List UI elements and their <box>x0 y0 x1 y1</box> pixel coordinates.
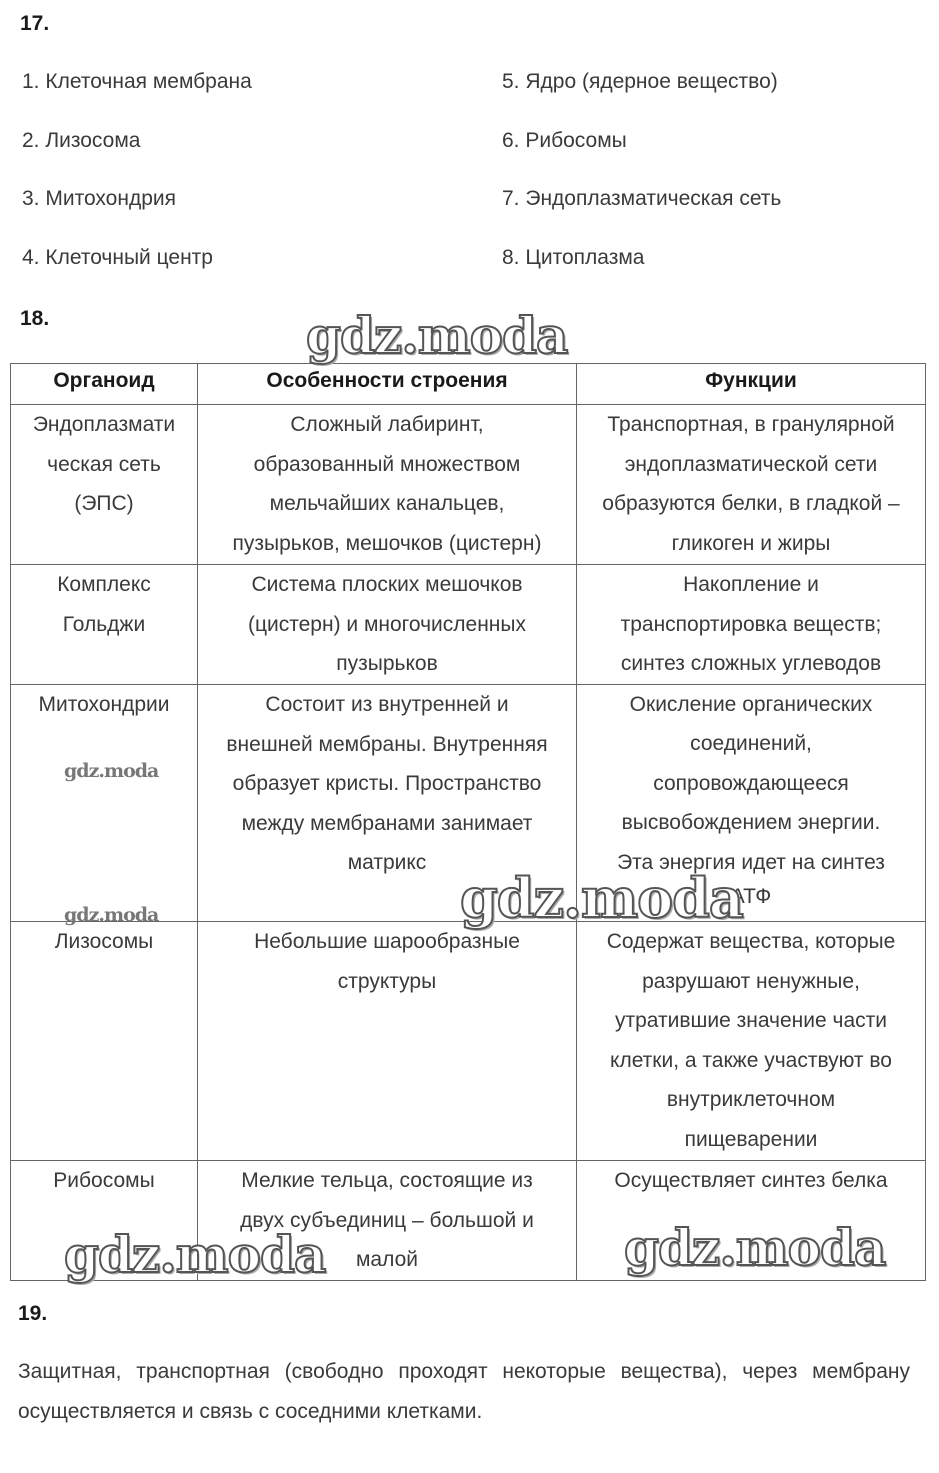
task-18-number: 18. <box>20 307 50 330</box>
table-row <box>11 922 926 1161</box>
table-row <box>11 405 926 565</box>
cell-function: Окисление органических соединений, сопровождающееся высвобождением энергии. Эта энергия идет на синтез АТФ <box>577 685 926 922</box>
watermark: gdz.moda <box>306 306 568 365</box>
cell-structure: Сложный лабиринт, образованный множеством мельчайших канальцев, пузырьков, мешочков (цистерн) <box>198 405 577 565</box>
cell-structure: Система плоских мешочков (цистерн) и многочисленных пузырьков <box>198 565 577 685</box>
cell-structure: Состоит из внутренней и внешней мембраны. Внутренняя образует кристы. Пространство между мембранами занимает матрикс <box>198 685 577 922</box>
cell-organoid: Эндоплазмати ческая сеть (ЭПС) <box>11 405 198 565</box>
list-item: 5. Ядро (ядерное вещество) <box>502 70 778 93</box>
task-17-number: 17. <box>20 12 50 35</box>
cell-organoid: Рибосомы <box>11 1161 198 1281</box>
cell-organoid: Митохондрии <box>11 685 198 922</box>
list-item: 3. Митохондрия <box>22 187 176 210</box>
organoid-table <box>10 363 926 1281</box>
watermark: gdz.moda <box>64 1225 326 1284</box>
list-item: 4. Клеточный центр <box>22 246 213 269</box>
list-item: 8. Цитоплазма <box>502 246 645 269</box>
task-19-answer: Защитная, транспортная (свободно проходят некоторые вещества), через мембрану осуществляется и связь с соседними клетками. <box>18 1360 910 1423</box>
cell-function: Осуществляет синтез белка <box>577 1161 926 1281</box>
list-item: 7. Эндоплазматическая сеть <box>502 187 782 210</box>
watermark: gdz.moda <box>460 866 743 930</box>
header-structure: Особенности строения <box>198 364 577 405</box>
cell-function: Содержат вещества, которые разрушают ненужные, утратившие значение части клетки, а также участвуют во внутриклеточном пищеварении <box>577 922 926 1161</box>
header-function: Функции <box>577 364 926 405</box>
cell-organoid: Лизосомы <box>11 922 198 1161</box>
table-header-row <box>11 364 926 405</box>
header-organoid: Органоид <box>11 364 198 405</box>
watermark: gdz.moda <box>64 760 159 782</box>
cell-structure: Небольшие шарообразные структуры <box>198 922 577 1161</box>
list-item: 6. Рибосомы <box>502 129 627 152</box>
cell-organoid: Комплекс Гольджи <box>11 565 198 685</box>
table-row <box>11 565 926 685</box>
list-item: 1. Клеточная мембрана <box>22 70 252 93</box>
cell-function: Транспортная, в гранулярной эндоплазматической сети образуются белки, в гладкой – гликоген и жиры <box>577 405 926 565</box>
cell-function: Накопление и транспортировка веществ; синтез сложных углеводов <box>577 565 926 685</box>
watermark: gdz.moda <box>64 904 159 926</box>
task-19-number: 19. <box>18 1302 48 1325</box>
list-item: 2. Лизосома <box>22 129 141 152</box>
cell-structure: Мелкие тельца, состоящие из двух субъединиц – большой и малой <box>198 1161 577 1281</box>
watermark: gdz.moda <box>624 1218 886 1277</box>
